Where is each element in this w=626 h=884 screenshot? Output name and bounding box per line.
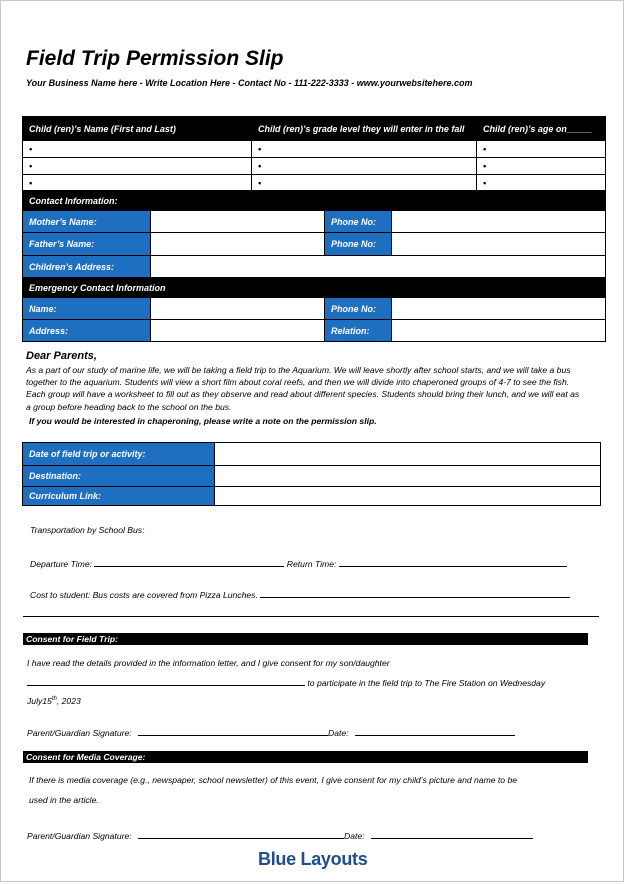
consent-trip-heading: Consent for Field Trip: — [23, 633, 588, 645]
trip-date-year: , 2023 — [56, 696, 81, 706]
child-grade-cell[interactable]: • — [252, 141, 477, 158]
departure-label: Departure Time: — [30, 559, 93, 569]
departure-row — [30, 557, 567, 569]
child-name-cell[interactable]: • — [23, 141, 252, 158]
trip-date-main: July15 — [27, 696, 52, 706]
father-name-label: Father’s Name: — [23, 233, 151, 256]
trip-details-table — [22, 442, 601, 506]
date-field[interactable] — [371, 829, 533, 839]
signature-field[interactable] — [138, 726, 328, 736]
trip-date-text — [27, 696, 81, 706]
child-grade-cell[interactable]: • — [252, 175, 477, 192]
consent-trip-line2: to participate in the field trip to The Fire Station on Wednesday — [307, 678, 546, 688]
date-label: Date: — [328, 728, 349, 738]
page-subtitle: Your Business Name here - Write Location Here - Contact No - 111-222-3333 - www.yourwebsitehere.com — [26, 78, 473, 88]
return-label: Return Time: — [286, 559, 337, 569]
emergency-name-label: Name: — [23, 298, 151, 320]
consent-media-line2: used in the article. — [29, 795, 99, 805]
child-age-cell[interactable]: • — [477, 158, 606, 175]
contact-section-header: Contact Information: — [23, 191, 606, 211]
emergency-relation-field[interactable] — [392, 320, 606, 342]
date-field[interactable] — [355, 726, 515, 736]
children-address-label: Children’s Address: — [23, 256, 151, 278]
chaperone-note: If you would be interested in chaperoning, please write a note on the permission slip. — [29, 416, 377, 426]
child-age-cell[interactable]: • — [477, 175, 606, 192]
children-table — [22, 116, 606, 192]
departure-time-field[interactable] — [94, 557, 284, 567]
child-name-header: Child (ren)’s Name (First and Last) — [23, 117, 252, 141]
consent-trip-signature-row — [27, 726, 515, 738]
mother-name-field[interactable] — [151, 211, 325, 233]
cost-row — [30, 588, 570, 600]
child-name-cell[interactable]: • — [23, 175, 252, 192]
child-age-cell[interactable]: • — [477, 141, 606, 158]
child-age-header: Child (ren)’s age on_____ — [477, 117, 606, 141]
father-phone-label: Phone No: — [325, 233, 392, 256]
consent-trip-line2-row — [27, 676, 545, 688]
curriculum-link-field[interactable] — [215, 487, 601, 506]
trip-date-label: Date of field trip or activity: — [23, 443, 215, 466]
trip-date-sup: th — [51, 696, 57, 703]
consent-media-line1: If there is media coverage (e.g., newspaper, school newsletter) of this event, I give consent for my child’s picture and name to be — [29, 775, 518, 785]
trip-date-field[interactable] — [215, 443, 601, 466]
destination-label: Destination: — [23, 466, 215, 487]
contact-table — [22, 190, 606, 342]
consent-media-heading: Consent for Media Coverage: — [23, 751, 588, 763]
father-phone-field[interactable] — [392, 233, 606, 256]
child-name-consent-field[interactable] — [27, 676, 305, 686]
emergency-phone-field[interactable] — [392, 298, 606, 320]
signature-label: Parent/Guardian Signature: — [27, 728, 132, 738]
consent-media-signature-row — [27, 829, 533, 841]
letter-body: As a part of our study of marine life, we will be taking a field trip to the Aquarium. We will leave shortly after school starts, and we will take a bus together to the aquarium. Students will view a short film about coral reefs, and then we will divide into chaperoned groups of 4-7 to see the fish. Each group will have a worksheet to fill out as they observe and read about different species. Students should bring their lunch, and we will eat as a group before heading back to the school on the bus. — [26, 365, 580, 412]
mother-phone-label: Phone No: — [325, 211, 392, 233]
children-address-field[interactable] — [151, 256, 606, 278]
emergency-name-field[interactable] — [151, 298, 325, 320]
cost-label: Cost to student: Bus costs are covered from Pizza Lunches. — [30, 590, 258, 600]
date-label: Date: — [344, 831, 365, 841]
mother-phone-field[interactable] — [392, 211, 606, 233]
mother-name-label: Mother’s Name: — [23, 211, 151, 233]
father-name-field[interactable] — [151, 233, 325, 256]
child-grade-cell[interactable]: • — [252, 158, 477, 175]
consent-trip-line1: I have read the details provided in the information letter, and I give consent for my son/daughter — [27, 658, 390, 668]
signature-label: Parent/Guardian Signature: — [27, 831, 132, 841]
emergency-phone-label: Phone No: — [325, 298, 392, 320]
letter-greeting: Dear Parents, — [26, 350, 97, 362]
signature-field[interactable] — [138, 829, 344, 839]
child-name-cell[interactable]: • — [23, 158, 252, 175]
return-time-field[interactable] — [339, 557, 567, 567]
emergency-section-header: Emergency Contact Information — [23, 278, 606, 298]
child-grade-header: Child (ren)’s grade level they will enter in the fall — [252, 117, 477, 141]
transportation-label: Transportation by School Bus: — [30, 525, 145, 535]
destination-field[interactable] — [215, 466, 601, 487]
emergency-address-label: Address: — [23, 320, 151, 342]
logo-word-layouts: Layouts — [300, 849, 368, 869]
divider — [23, 616, 599, 617]
logo-word-blue: Blue — [258, 849, 296, 869]
curriculum-link-label: Curriculum Link: — [23, 487, 215, 506]
page-title: Field Trip Permission Slip — [26, 47, 284, 70]
emergency-relation-label: Relation: — [325, 320, 392, 342]
blue-layouts-logo — [258, 849, 367, 870]
cost-field[interactable] — [260, 588, 570, 598]
emergency-address-field[interactable] — [151, 320, 325, 342]
